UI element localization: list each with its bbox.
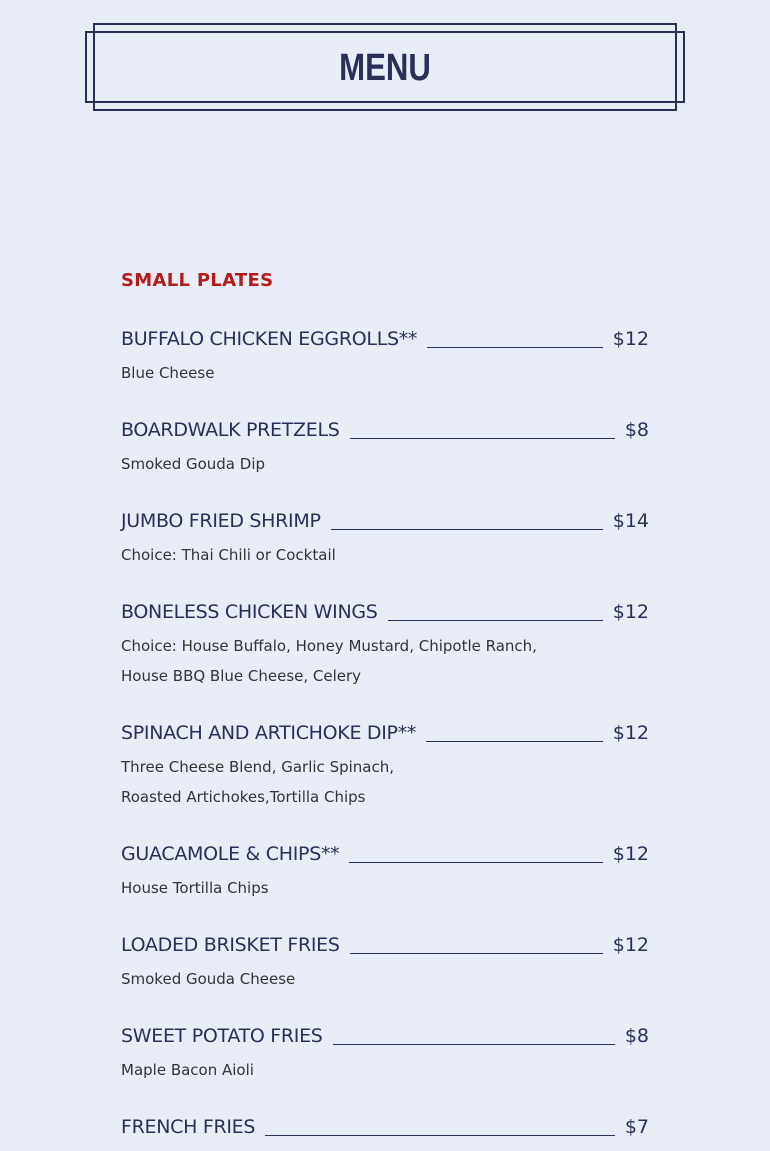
menu-item-description: Smoked Gouda Cheese (121, 970, 296, 988)
menu-item (121, 599, 649, 691)
menu-item-name: JUMBO FRIED SHRIMP (121, 510, 321, 532)
dotted-leader-line (331, 529, 603, 530)
menu-item-name: SWEET POTATO FRIES (121, 1025, 323, 1047)
dotted-leader-line (265, 1135, 615, 1136)
menu-item-price: $12 (612, 843, 649, 865)
menu-item (121, 932, 649, 994)
menu-item-description: Maple Bacon Aioli (121, 1061, 254, 1079)
menu-item-description: Three Cheese Blend, Garlic Spinach, Roasted Artichokes,Tortilla Chips (121, 758, 394, 806)
menu-item-name: SPINACH AND ARTICHOKE DIP** (121, 722, 417, 744)
menu-item-description: Blue Cheese (121, 364, 215, 382)
menu-item-price: $8 (624, 1025, 649, 1047)
menu-item-name: BOARDWALK PRETZELS (121, 419, 340, 441)
menu-title-frame (85, 23, 685, 111)
menu-item-name: LOADED BRISKET FRIES (121, 934, 340, 956)
menu-item-name: BONELESS CHICKEN WINGS (121, 601, 378, 623)
menu-item-price: $12 (612, 722, 649, 744)
menu-item (121, 1023, 649, 1085)
menu-item-description: Choice: House Buffalo, Honey Mustard, Chipotle Ranch, House BBQ Blue Cheese, Celery (121, 637, 537, 685)
dotted-leader-line (427, 347, 603, 348)
menu-item-price: $7 (624, 1116, 649, 1138)
menu-item-name: GUACAMOLE & CHIPS** (121, 843, 340, 865)
menu-item (121, 508, 649, 570)
menu-item-price: $8 (624, 419, 649, 441)
page-title: MENU (339, 47, 431, 89)
menu-item (121, 720, 649, 812)
menu-item-name: BUFFALO CHICKEN EGGROLLS** (121, 328, 418, 350)
section-heading-small-plates: SMALL PLATES (121, 270, 274, 291)
menu-item (121, 1114, 649, 1140)
menu-item-description: House Tortilla Chips (121, 879, 269, 897)
menu-item-price: $12 (612, 601, 649, 623)
menu-item-price: $12 (612, 328, 649, 350)
dotted-leader-line (349, 862, 602, 863)
menu-item-price: $14 (612, 510, 649, 532)
dotted-leader-line (350, 953, 603, 954)
dotted-leader-line (426, 741, 603, 742)
menu-item-price: $12 (612, 934, 649, 956)
menu-item (121, 326, 649, 388)
dotted-leader-line (388, 620, 603, 621)
menu-item (121, 841, 649, 903)
dotted-leader-line (333, 1044, 615, 1045)
menu-item (121, 417, 649, 479)
menu-item-name: FRENCH FRIES (121, 1116, 256, 1138)
dotted-leader-line (350, 438, 615, 439)
menu-item-description: Choice: Thai Chili or Cocktail (121, 546, 336, 564)
menu-item-description: Smoked Gouda Dip (121, 455, 266, 473)
